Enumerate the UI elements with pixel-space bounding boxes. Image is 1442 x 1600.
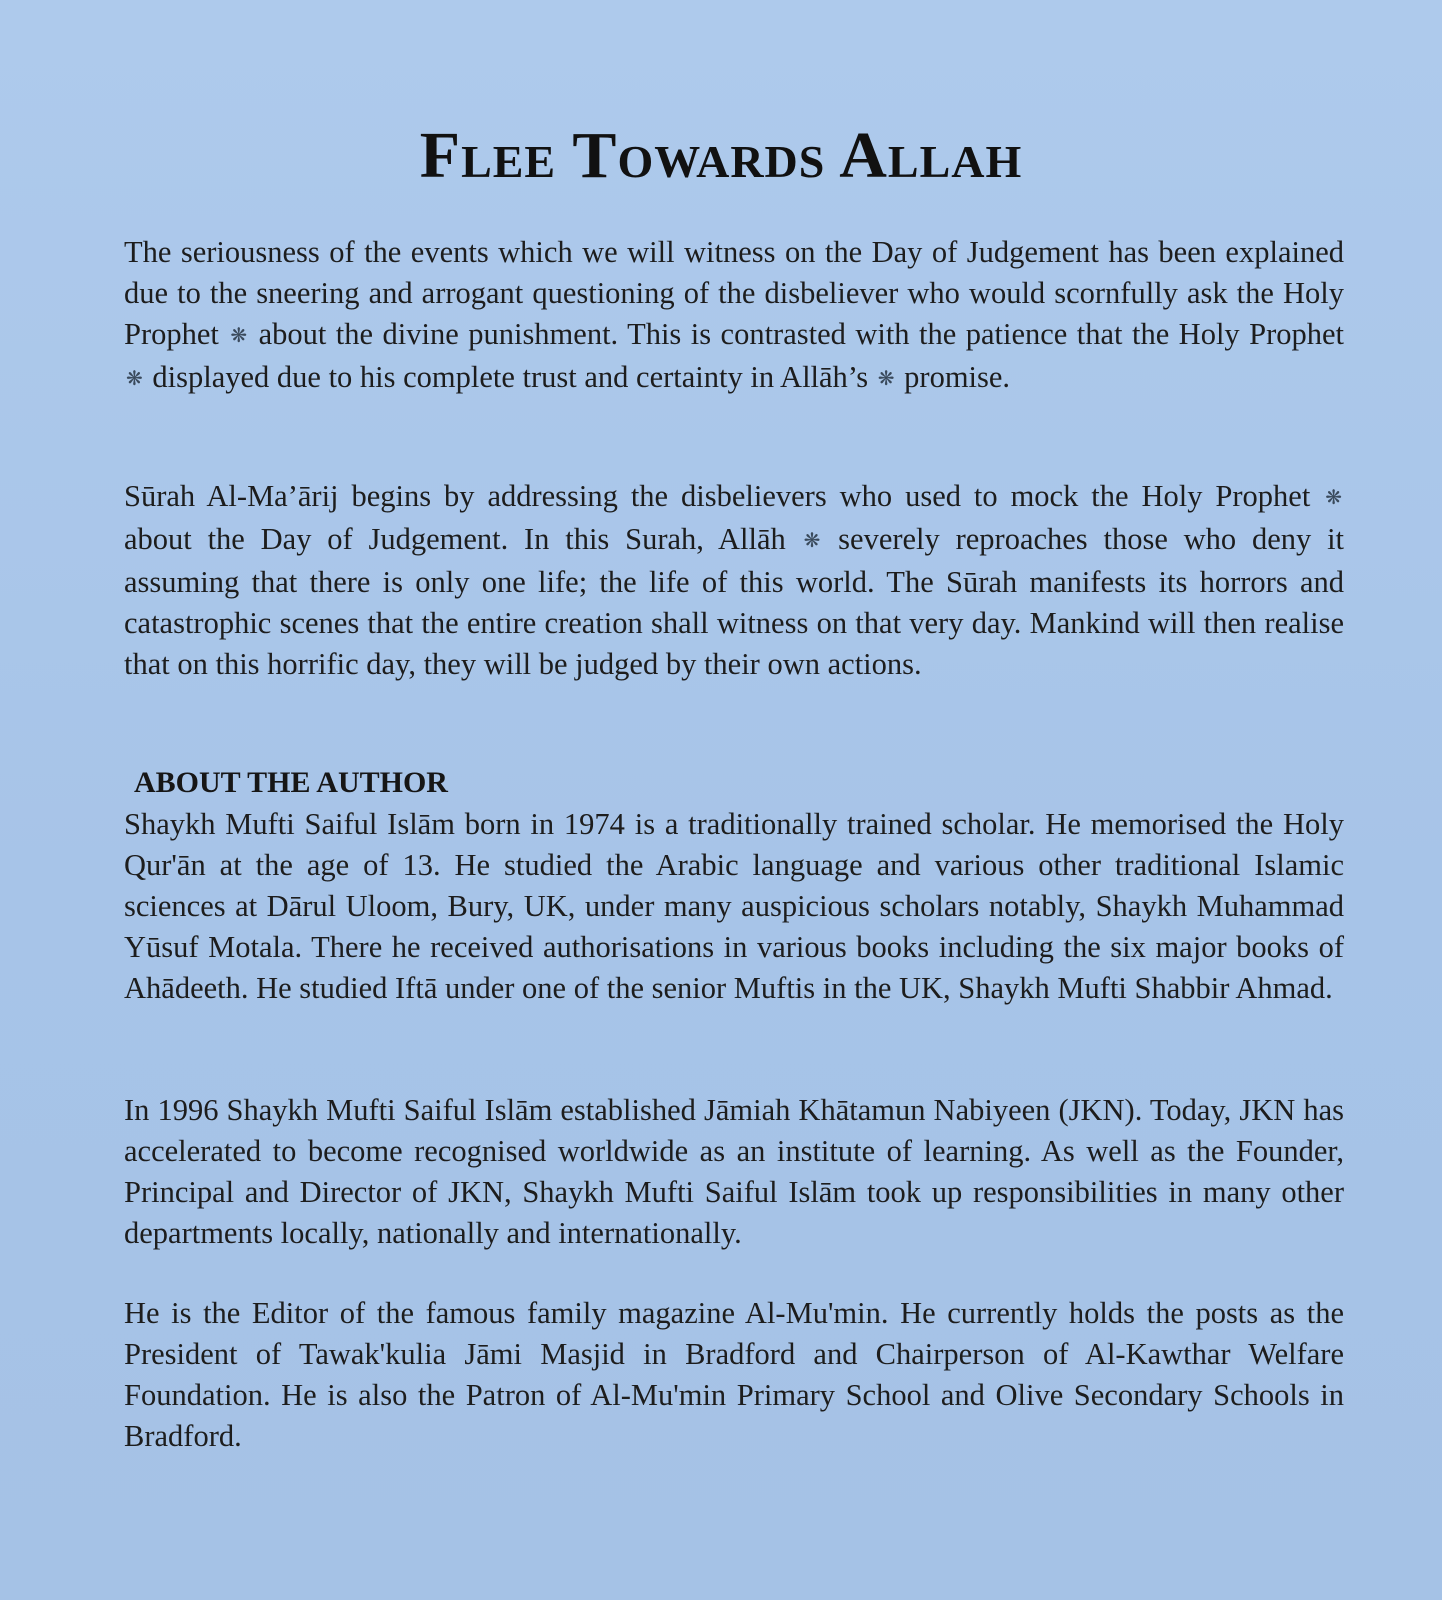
book-title: Flee Towards Allah: [419, 119, 1023, 192]
synopsis-p2-text-3: severely reproaches those who deny it assuming that there is only one life; the life of this world. The Sūrah manifests its horrors and catastrophic scenes that the entire creation shall witness on that very day. Mankind will then realise that on this horrific day, they will be judged by their own actions.: [124, 522, 1345, 681]
synopsis-paragraph-2: [124, 476, 1344, 685]
synopsis-p2-text-1: Sūrah Al-Ma’ārij begins by addressing the disbelievers who used to mock the Holy Prophet: [124, 479, 1311, 513]
about-author-heading: ABOUT THE AUTHOR: [134, 766, 448, 799]
synopsis-p1-text-4: promise.: [904, 360, 1011, 394]
prophet-honorific-icon: ❋: [126, 368, 143, 390]
synopsis-p2-text-2: about the Day of Judgement. In this Surah, Allāh: [124, 522, 786, 556]
prophet-honorific-icon: ❋: [1325, 487, 1342, 509]
author-paragraph-2: In 1996 Shaykh Mufti Saiful Islām established Jāmiah Khātamun Nabiyeen (JKN). Today, JKN has accelerated to become recognised worldwide as an institute of learning. As well as the Founder, Principal and Director of JKN, Shaykh Mufti Saiful Islām took up responsibilities in many other departments locally, nationally and internationally.: [124, 1093, 1344, 1250]
prophet-honorific-icon: ❋: [230, 325, 248, 347]
author-paragraph-3: He is the Editor of the famous family magazine Al-Mu'min. He currently holds the posts as the President of Tawak'kulia Jāmi Masjid in Bradford and Chairperson of Al-Kawthar Welfare Foundation. He is also the Patron of Al-Mu'min Primary School and Olive Secondary Schools in Bradford.: [124, 1296, 1344, 1453]
synopsis-paragraph-1: [124, 232, 1344, 400]
author-paragraph-1: Shaykh Mufti Saiful Islām born in 1974 is a traditionally trained scholar. He memorised the Holy Qur'ān at the age of 13. He studied the Arabic language and various other traditional Islamic sciences at Dārul Uloom, Bury, UK, under many auspicious scholars notably, Shaykh Muhammad Yūsuf Motala. There he received authorisations in various books including the six major books of Ahādeeth. He studied Iftā under one of the senior Muftis in the UK, Shaykh Mufti Shabbir Ahmad.: [124, 807, 1344, 1005]
synopsis-p1-text-2: about the divine punishment. This is contrasted with the patience that the Holy Prophet: [258, 317, 1345, 351]
synopsis-p1-text-3: displayed due to his complete trust and certainty in Allāh’s: [152, 360, 869, 394]
synopsis-p1-text-1: The seriousness of the events which we will witness on the Day of Judgement has been explained due to the sneering and arrogant questioning of the disbeliever who would scornfully ask the Holy Prophet: [124, 235, 1344, 351]
allah-honorific-icon: ❋: [803, 530, 821, 552]
allah-honorific-icon: ❋: [877, 368, 895, 390]
